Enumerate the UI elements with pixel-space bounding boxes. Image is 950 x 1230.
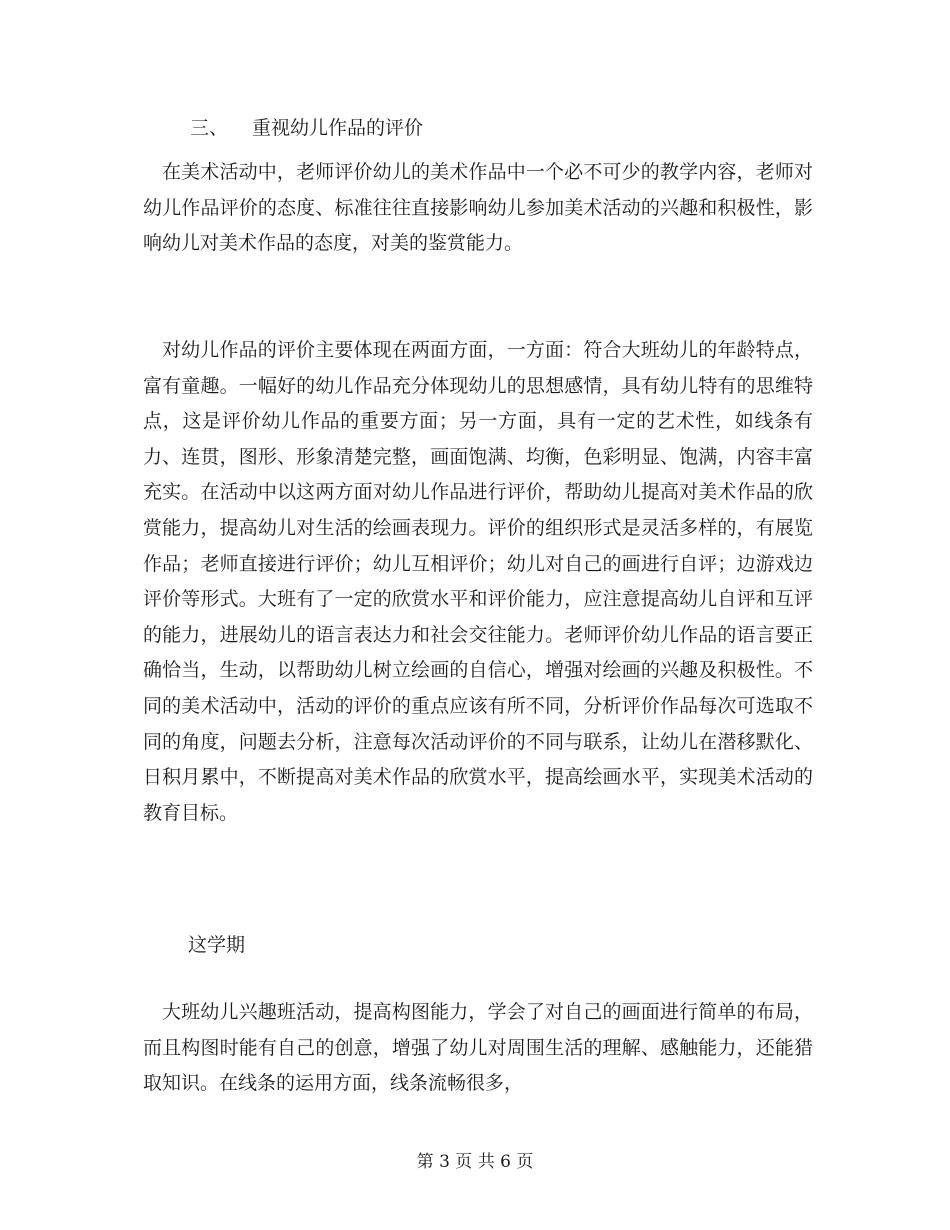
section-heading — [190, 114, 423, 142]
section-title: 重视幼儿作品的评价 — [252, 117, 424, 139]
page-number-footer: 第 3 页 共 6 页 — [416, 1152, 534, 1172]
paragraph-evaluation-intro: 在美术活动中，老师评价幼儿的美术作品中一个必不可少的教学内容，老师对幼儿作品评价的态度、标准往往直接影响幼儿参加美术活动的兴趣和积极性，影响幼儿对美术作品的态度，对美的鉴赏能力。 — [143, 161, 813, 255]
paragraph-semester-summary: 大班幼儿兴趣班活动，提高构图能力，学会了对自己的画面进行简单的布局，而且构图时能有自己的创意，增强了幼儿对周围生活的理解、感触能力，还能猎取知识。在线条的运用方面，线条流畅很多， — [143, 1001, 813, 1095]
subheading-this-semester: 这学期 — [188, 934, 246, 956]
paragraph-evaluation-methods: 对幼儿作品的评价主要体现在两面方面，一方面：符合大班幼儿的年龄特点，富有童趣。一幅好的幼儿作品充分体现幼儿的思想感情，具有幼儿特有的思维特点，这是评价幼儿作品的重要方面；另一方面，具有一定的艺术性，如线条有力、连贯，图形、形象清楚完整，画面饱满、均衡，色彩明显、饱满，内容丰富充实。在活动中以这两方面对幼儿作品进行评价，帮助幼儿提高对美术作品的欣赏能力，提高幼儿对生活的绘画表现力。评价的组织形式是灵活多样的，有展览作品；老师直接进行评价；幼儿互相评价；幼儿对自己的画进行自评；边游戏边评价等形式。大班有了一定的欣赏水平和评价能力，应注意提高幼儿自评和互评的能力，进展幼儿的语言表达力和社会交往能力。老师评价幼儿作品的语言要正确恰当，生动，以帮助幼儿树立绘画的自信心，增强对绘画的兴趣及积极性。不同的美术活动中，活动的评价的重点应该有所不同，分析评价作品每次可选取不同的角度，问题去分析，注意每次活动评价的不同与联系，让幼儿在潜移默化、日积月累中，不断提高对美术作品的欣赏水平，提高绘画水平，实现美术活动的教育目标。 — [143, 339, 813, 824]
section-number: 三、 — [190, 117, 229, 139]
